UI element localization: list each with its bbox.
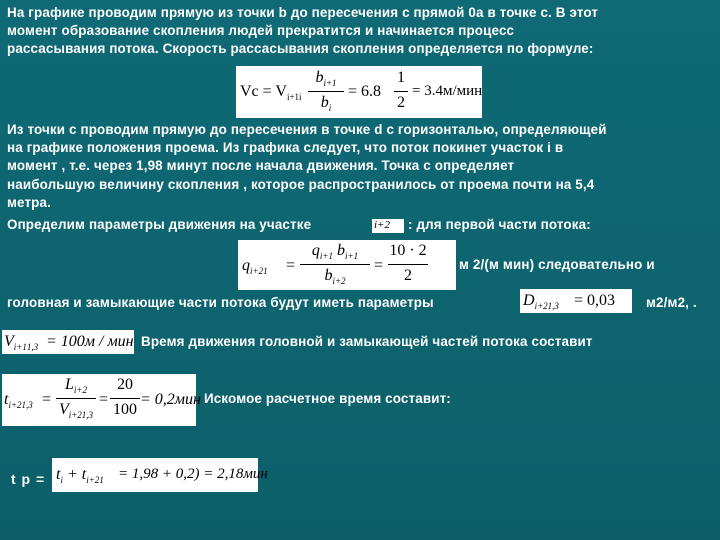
paragraph-2-line: Из точки с проводим прямую до пересечения в точке d с горизонталью, определяющей [7,122,607,137]
formula-1-numerator: $b_{i+1}$ [315,69,337,89]
paragraph-2 [7,121,607,212]
paragraph-2-line: наибольшую величину скопления , которое распространилось от проема почти на 5,4 [7,176,595,192]
formula-1-lhs: $Vc = V_{i+1i}$ [240,83,302,103]
section-label-box: i+2 [372,219,404,233]
formula-1-denominator: $b_i$ [320,94,332,114]
time-formula-denominator: $V_{i+21,3}$ [58,401,94,421]
paragraph-2-line: момент , т.е. через 1,98 минут после начала движения. Точка с определяет [7,158,515,174]
time-formula-result: = 0,2мин [140,391,201,408]
formula-1-denominator-2: 2 [397,94,405,111]
time-formula-fraction-bar [56,398,96,399]
paragraph-2-line: на графике положения проема. Из графика следует, что поток покинет участок i в [7,140,564,156]
density-line-text: головная и замыкающие части потока будут иметь параметры [7,295,434,310]
time-formula-numerator: $L_{i+2}$ [65,376,87,396]
formula-1-fraction-bar-2 [394,91,408,92]
formula-1-result: = 3.4м/мин [412,83,483,99]
final-label: t p = [11,471,46,487]
time-formula-box: $t_{i+21,3}$ = $L_{i+2}$ $V_{i+21,3}$ = 20 100 = 0,2мин [2,374,196,426]
density-formula-value: = 0,03 [574,292,616,309]
final-formula-result: = 1,98 + 0,2) = 2,18мин [118,466,268,482]
formula-2-denominator: $b_{i+2}$ [324,267,346,287]
paragraph-1-line: На графике проводим прямую из точки b до пересечения с прямой 0a в точке с. В этот [7,5,599,20]
velocity-formula-value: = 100м / мин [46,333,134,350]
formula-2-numerator-2: 10 · 2 [389,242,427,259]
velocity-value-box: $V_{i+11,3}$ = 100м / мин [2,330,134,354]
density-formula-box: $D_{i+21,3}$ = 0,03 [520,289,632,313]
velocity-text: Время движения головной и замыкающей частей потока составит [141,334,593,349]
formula-2-unit-text: м 2/(м мин) следовательно и [459,257,655,272]
formula-2-numerator: $q_{i+1}$ $b_{i+1}$ [311,242,359,262]
paragraph-1-line: рассасывания потока. Скорость рассасывания скопления определяется по формуле: [7,41,594,57]
density-unit: м2/м2, . [646,295,697,310]
paragraph-3: Определим параметры движения на участке [7,217,312,232]
time-formula-fraction-bar-2 [110,398,140,399]
velocity-formula-box [236,66,482,118]
formula-2-lhs: $q_{i+21}$ [242,257,268,277]
paragraph-2-line: метра. [7,194,51,210]
time-formula-denominator-2: 100 [113,401,137,418]
formula-2-fraction-bar [300,264,370,265]
paragraph-1 [7,4,598,59]
time-formula-numerator-2: 20 [117,376,133,393]
formula-2-denominator-2: 2 [404,267,412,284]
paragraph-1-line: момент образование скопления людей прекратится и начинается процесс [7,23,515,39]
paragraph-3-suffix: : для первой части потока: [408,217,591,232]
formula-1-mid: = 6.8 [348,83,382,100]
final-formula-box: $t_i + t_{i+21}$ = 1,98 + 0,2) = 2,18мин [52,458,258,492]
time-formula-text: Искомое расчетное время составит: [204,391,451,406]
formula-1-fraction-bar [308,91,344,92]
formula-1-numerator-2: 1 [397,69,405,86]
flow-intensity-formula-box: $q_{i+21}$ = $q_{i+1}$ $b_{i+1}$ $b_{i+2}$ = 10 · 2 2 [238,240,456,290]
formula-2-fraction-bar-2 [388,264,428,265]
